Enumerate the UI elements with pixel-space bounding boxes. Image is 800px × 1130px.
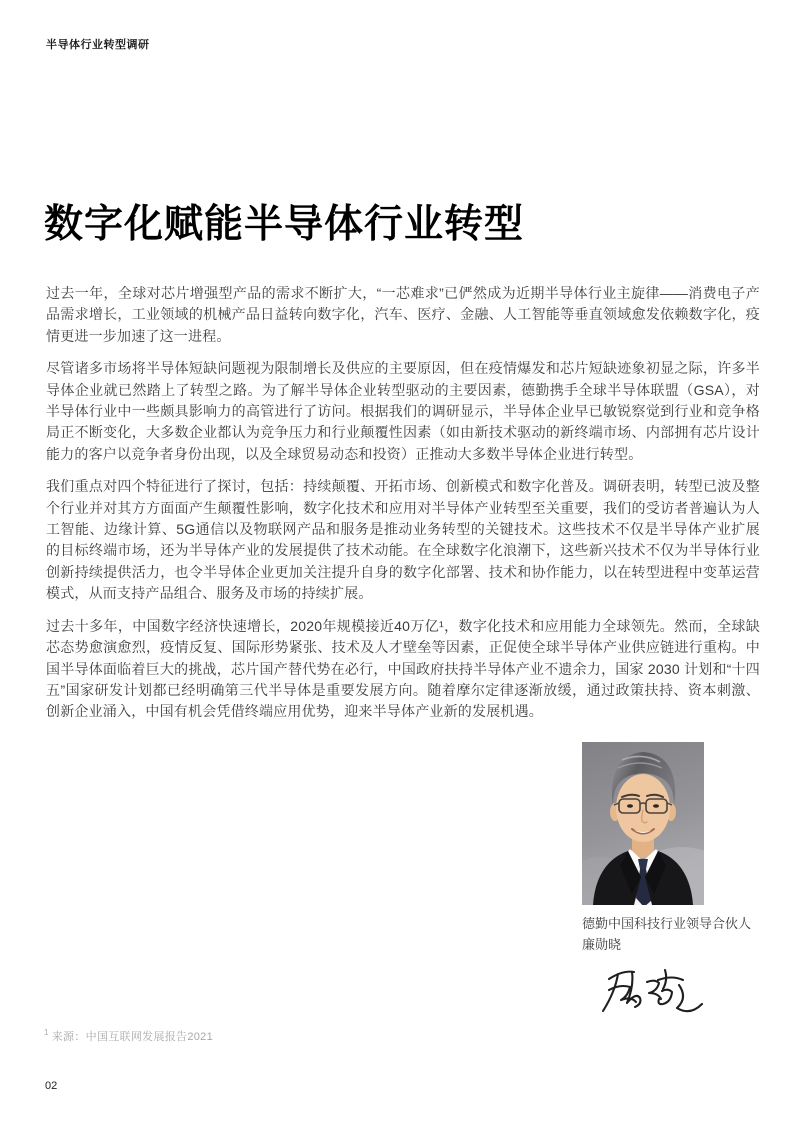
- author-name: 廉勋晓: [582, 937, 622, 952]
- page-number: 02: [45, 1080, 58, 1092]
- author-role: 德勤中国科技行业领导合伙人: [582, 916, 752, 931]
- body-paragraph-1: 过去一年，全球对芯片增强型产品的需求不断扩大，“一芯难求”已俨然成为近期半导体行业主旋律——消费电子产品需求增长，工业领域的机械产品日益转向数字化，汽车、医疗、金融、人工智能等垂直领域愈发依赖数字化，疫情更进一步加速了这一进程。: [46, 285, 760, 344]
- body-paragraph-2: 尽管诸多市场将半导体短缺问题视为限制增长及供应的主要原因，但在疫情爆发和芯片短缺迹象初显之际，许多半导体企业就已然踏上了转型之路。为了解半导体企业转型驱动的主要因素，德勤携手全球半导体联盟（GSA），对半导体行业中一些颇具影响力的高管进行了访问。根据我们的调研显示，半导体企业早已敏锐察觉到行业和竞争格局正不断变化，大多数企业都认为竞争压力和行业颠覆性因素（如由新技术驱动的新终端市场、内部拥有芯片设计能力的客户以竞争者身份出现，以及全球贸易动态和投资）正推动大多数半导体企业进行转型。: [46, 360, 760, 462]
- page-title: 数字化赋能半导体行业转型: [44, 203, 525, 247]
- footnote-text: 来源：中国互联网发展报告2021: [51, 1031, 214, 1043]
- author-portrait-photo: [582, 742, 704, 905]
- footnote-marker: 1: [44, 1028, 49, 1038]
- body-paragraph-3: 我们重点对四个特征进行了探讨，包括：持续颠覆、开拓市场、创新模式和数字化普及。调研表明，转型已波及整个行业并对其方方面面产生颠覆性影响，数字化技术和应用对半导体产业转型至关重要，我们的受访者普遍认为人工智能、边缘计算、5G通信以及物联网产品和服务是推动业务转型的关键技术。这些技术不仅是半导体产业扩展的目标终端市场，还为半导体产业的发展提供了技术动能。在全球数字化浪潮下，这些新兴技术不仅为半导体行业创新持续提供活力，也令半导体企业更加关注提升自身的数字化部署、技术和协作能力，以在转型进程中变革运营模式，从而支持产品组合、服务及市场的持续扩展。: [46, 478, 760, 602]
- article-body: [46, 283, 760, 734]
- footnote: [44, 1028, 213, 1044]
- author-signature: [595, 963, 707, 1021]
- body-paragraph-4: 过去十多年，中国数字经济快速增长，2020年规模接近40万亿¹，数字化技术和应用能力全球领先。然而，全球缺芯态势愈演愈烈，疫情反复、国际形势紧张、技术及人才壁垒等因素，正促使全球半导体产业供应链进行重构。中国半导体面临着巨大的挑战，芯片国产替代势在必行，中国政府扶持半导体产业不遗余力，国家 2030 计划和“十四五”国家研发计划都已经明确第三代半导体是重要发展方向。随着摩尔定律逐渐放缓，通过政策扶持、资本刺激、创新企业涌入，中国有机会凭借终端应用优势，迎来半导体产业新的发展机遇。: [46, 617, 760, 720]
- running-header: 半导体行业转型调研: [46, 39, 150, 51]
- author-caption: [582, 913, 751, 955]
